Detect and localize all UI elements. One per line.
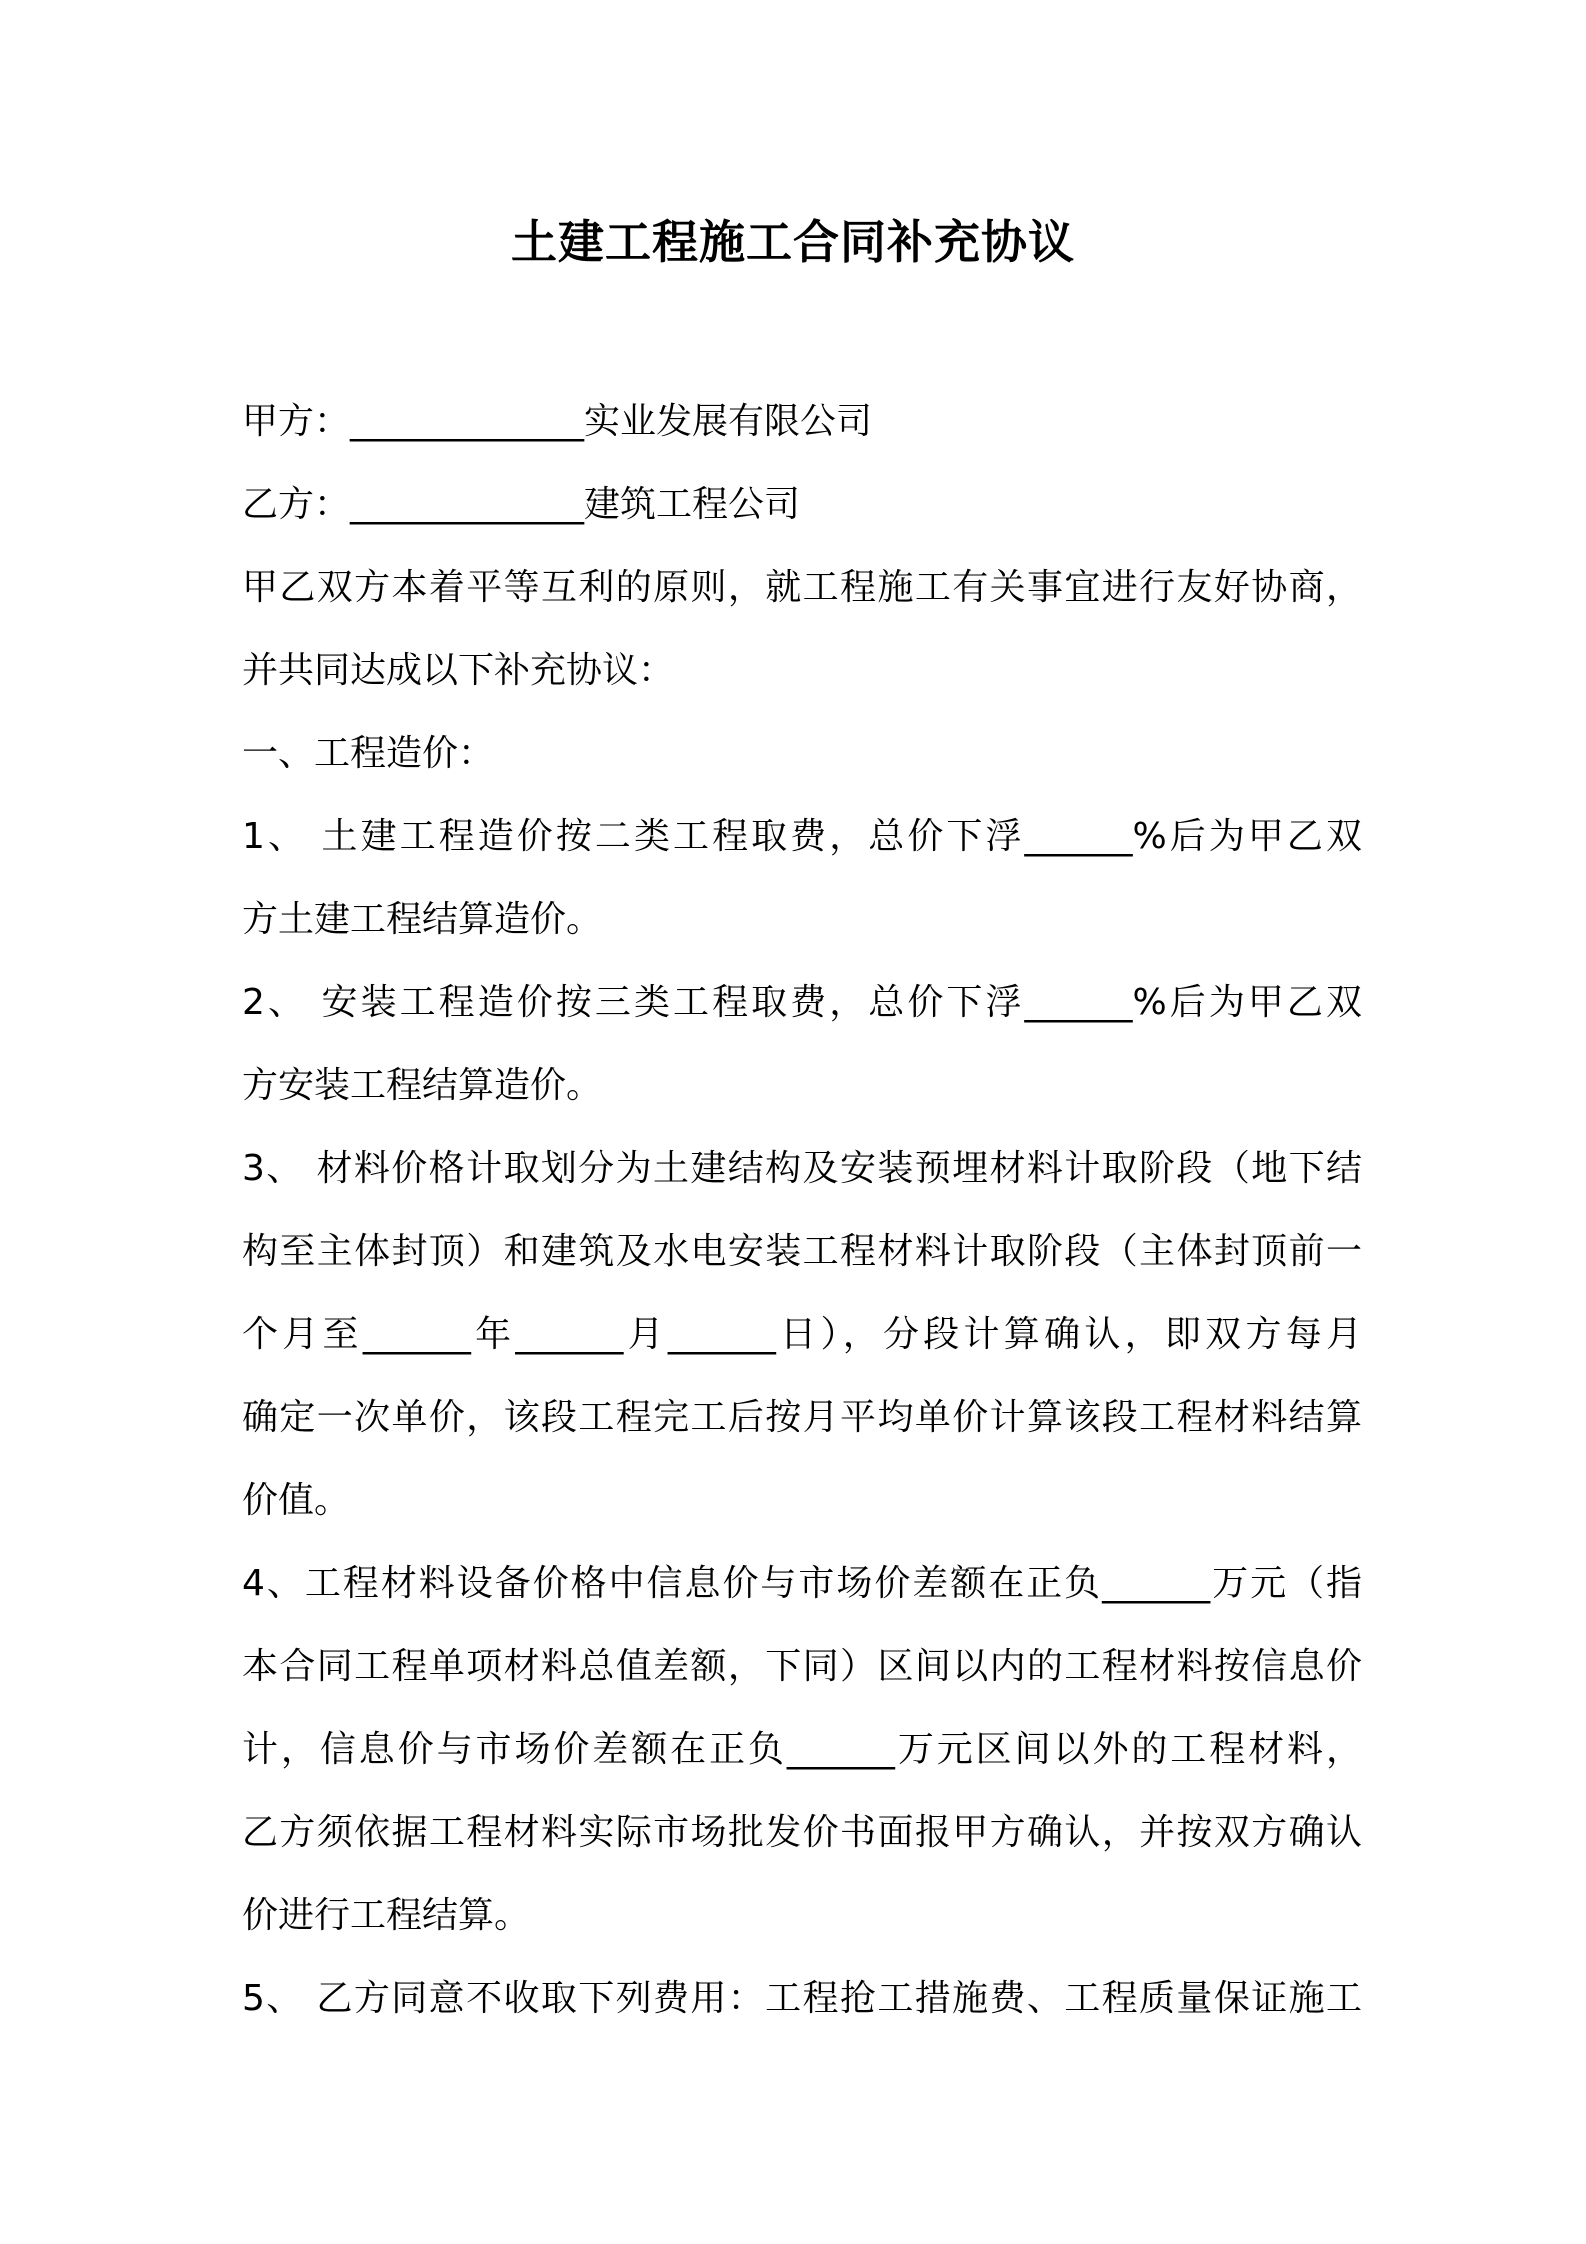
clause-3-line-1: 3、 材料价格计取划分为土建结构及安装预埋材料计取阶段（地下结 xyxy=(242,1148,1362,1189)
section-heading-project-cost: 一、工程造价： xyxy=(242,733,495,774)
clause-4-line-5: 价进行工程结算。 xyxy=(242,1895,531,1936)
clause-4-line-3: 计，信息价与市场价差额在正负______万元区间以外的工程材料， xyxy=(242,1729,1362,1770)
clause-3-line-3: 个月至______年______月______日），分段计算确认，即双方每月 xyxy=(242,1314,1362,1355)
preamble-line-2: 并共同达成以下补充协议： xyxy=(242,650,675,691)
document-title: 土建工程施工合同补充协议 xyxy=(511,215,1075,269)
clause-5-line-1: 5、 乙方同意不收取下列费用：工程抢工措施费、工程质量保证施工 xyxy=(242,1978,1362,2019)
clause-2-line-1: 2、 安装工程造价按三类工程取费，总价下浮______%后为甲乙双 xyxy=(242,982,1362,1023)
party-a-line: 甲方：_____________实业发展有限公司 xyxy=(242,401,873,442)
clause-1-line-2: 方土建工程结算造价。 xyxy=(242,899,603,940)
preamble-line-1: 甲乙双方本着平等互利的原则，就工程施工有关事宜进行友好协商， xyxy=(242,567,1362,608)
party-b-line: 乙方：_____________建筑工程公司 xyxy=(242,484,801,525)
clause-1-line-1: 1、 土建工程造价按二类工程取费，总价下浮______%后为甲乙双 xyxy=(242,816,1362,857)
clause-4-line-2: 本合同工程单项材料总值差额，下同）区间以内的工程材料按信息价 xyxy=(242,1646,1362,1687)
clause-3-line-4: 确定一次单价，该段工程完工后按月平均单价计算该段工程材料结算 xyxy=(242,1397,1362,1438)
clause-4-line-1: 4、工程材料设备价格中信息价与市场价差额在正负______万元（指 xyxy=(242,1563,1362,1604)
document-body xyxy=(242,380,1362,2040)
clause-3-line-2: 构至主体封顶）和建筑及水电安装工程材料计取阶段（主体封顶前一 xyxy=(242,1231,1362,1272)
clause-2-line-2: 方安装工程结算造价。 xyxy=(242,1065,603,1106)
clause-4-line-4: 乙方须依据工程材料实际市场批发价书面报甲方确认，并按双方确认 xyxy=(242,1812,1362,1853)
clause-3-line-5: 价值。 xyxy=(242,1480,351,1521)
